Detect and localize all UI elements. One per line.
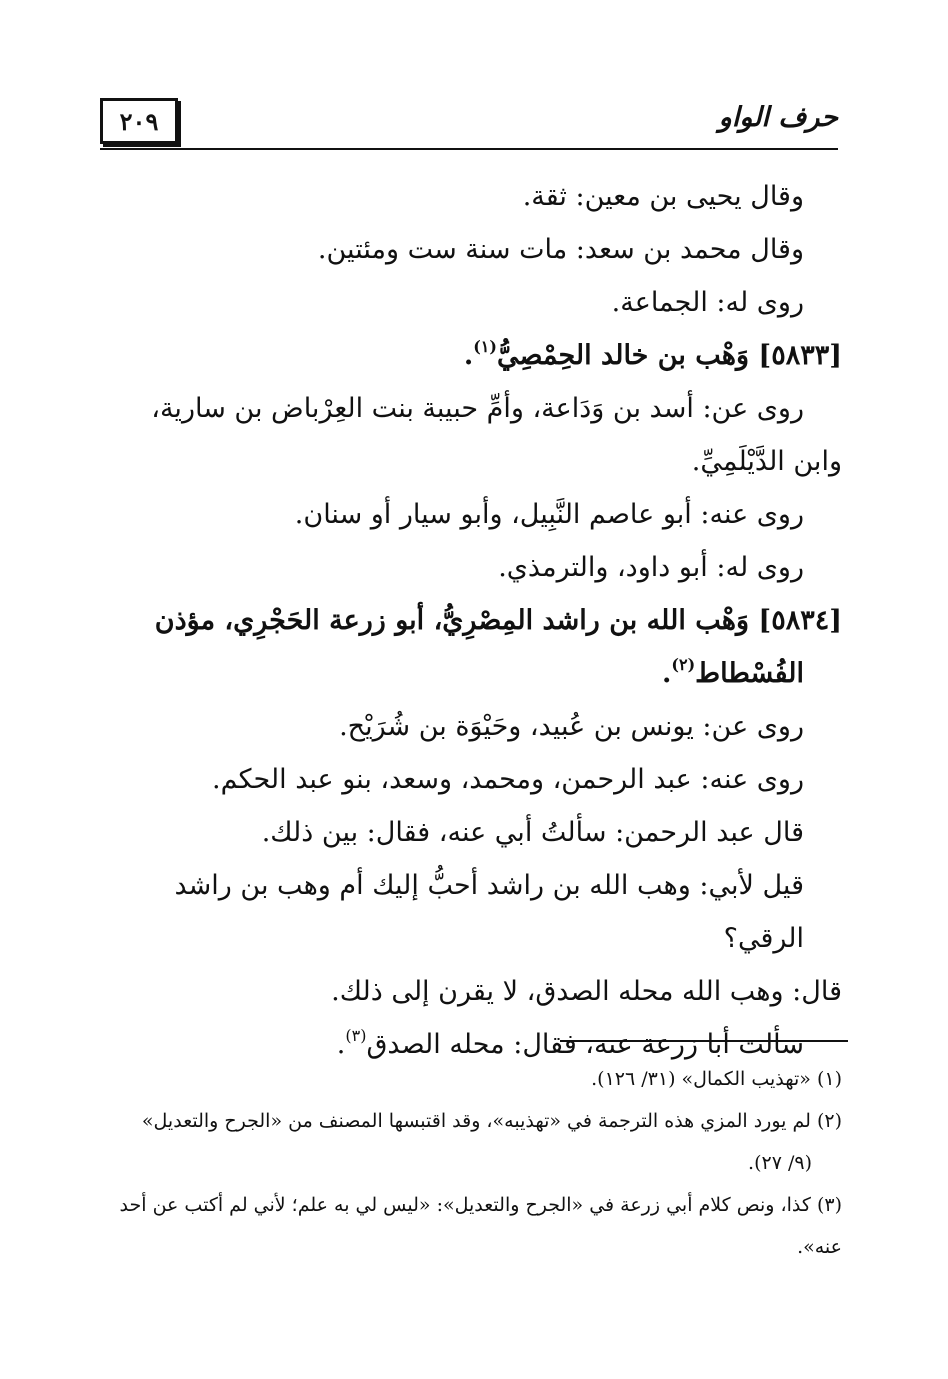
page-number-box	[100, 98, 178, 144]
text-line: روى عنه: عبد الرحمن، ومحمد، وسعد، بنو عبد الحكم.	[212, 764, 804, 795]
header-rule	[100, 148, 838, 150]
text-content: سألت أبا زرعة عنه، فقال: محله الصدق	[366, 1029, 804, 1060]
entry-heading-5834: [٥٨٣٤] وَهْب الله بن راشد المِصْرِيُّ، أبو زرعة الحَجْرِي، مؤذن	[154, 605, 842, 636]
heading-end: .	[463, 340, 474, 371]
heading-end: .	[662, 658, 672, 689]
footnote-2-cont: (٩/ ٢٧).	[748, 1152, 812, 1174]
heading-text: [٥٨٣٣] وَهْب بن خالد الحِمْصِيُّ	[496, 340, 842, 371]
footnote-marker: (٢)	[671, 655, 696, 674]
page-number: ٢٠٩	[119, 106, 159, 136]
text-line: وابن الدَّيْلَمِيِّ.	[691, 446, 842, 477]
footnote-3-cont: عنه».	[797, 1236, 842, 1258]
text-line: روى عن: أسد بن وَدَاعة، وأمِّ حبيبة بنت العِرْباض بن سارية،	[151, 393, 804, 424]
running-header-title: حرف الواو	[718, 102, 838, 133]
main-text	[100, 170, 842, 1071]
heading-text: الفُسْطاط	[695, 658, 804, 689]
text-line: قال: وهب الله محله الصدق، لا يقرن إلى ذلك.	[331, 976, 842, 1007]
text-line: روى عن: يونس بن عُبيد، وحَيْوَة بن شُرَيْح.	[339, 711, 804, 742]
text-line: روى عنه: أبو عاصم النَّبِيل، وأبو سيار أو سنان.	[294, 499, 804, 530]
text-line: وقال محمد بن سعد: مات سنة ست ومئتين.	[317, 234, 804, 265]
footnote-rule	[560, 1040, 848, 1042]
footnote-3: (٣) كذا، ونص كلام أبي زرعة في «الجرح والتعديل»: «ليس لي به علم؛ لأني لم أكتب عن أحد	[119, 1194, 842, 1216]
footnote-2: (٢) لم يورد المزي هذه الترجمة في «تهذيبه»، وقد اقتبسها المصنف من «الجرح والتعديل»	[141, 1110, 842, 1132]
text-line: روى له: أبو داود، والترمذي.	[498, 552, 804, 583]
footnotes	[100, 1060, 842, 1270]
footnote-1: (١) «تهذيب الكمال» (٣١/ ١٢٦).	[591, 1068, 842, 1090]
entry-heading-5833	[100, 329, 842, 382]
text-line: وقال يحيى بن معين: ثقة.	[522, 181, 804, 212]
text-line: قال عبد الرحمن: سألتُ أبي عنه، فقال: بين ذلك.	[261, 817, 804, 848]
footnote-marker: (١)	[473, 337, 497, 356]
text-line: روى له: الجماعة.	[611, 287, 804, 318]
text-line: قيل لأبي: وهب الله بن راشد أحبُّ إليك أم وهب بن راشد الرقي؟	[174, 870, 804, 954]
text-end: .	[336, 1029, 346, 1060]
entry-heading-5834-cont	[100, 647, 842, 700]
footnote-marker: (٣)	[345, 1026, 367, 1045]
